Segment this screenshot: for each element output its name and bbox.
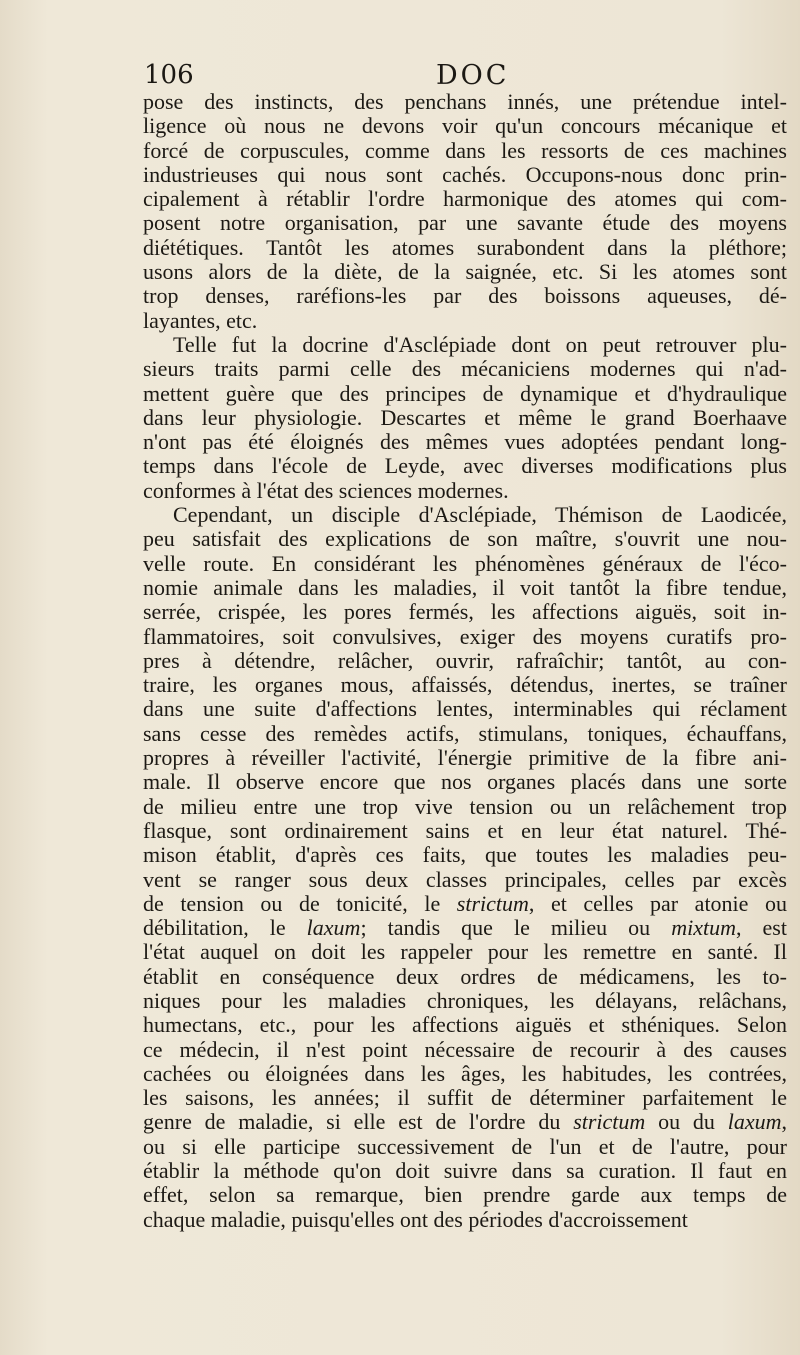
text-line: layantes, etc. xyxy=(143,308,258,333)
text-line: vent se ranger sous deux classes principales, celles par excès xyxy=(143,867,787,892)
text-line: de tension ou de tonicité, le strictum, et celles par atonie ou xyxy=(143,891,787,916)
text-line: peu satisfait des explications de son maître, s'ouvrit une nou- xyxy=(143,527,787,552)
text-line: forcé de corpuscules, comme dans les ressorts de ces machines xyxy=(143,138,787,163)
text-line: conformes à l'état des sciences modernes. xyxy=(143,478,509,503)
text-line: mison établit, d'après ces faits, que toutes les maladies peu- xyxy=(143,843,787,868)
text-line: les saisons, les années; il suffit de déterminer parfaitement le xyxy=(143,1086,787,1111)
text-line: débilitation, le laxum; tandis que le milieu ou mixtum, est xyxy=(143,916,787,941)
text-line: établit en conséquence deux ordres de médicamens, les to- xyxy=(143,964,787,989)
text-line: pres à détendre, relâcher, ouvrir, rafraîchir; tantôt, au con- xyxy=(143,648,787,673)
body-text xyxy=(143,90,787,1232)
running-head: DOC xyxy=(436,60,510,91)
text-line: industrieuses qui nous sont cachés. Occupons-nous donc prin- xyxy=(143,162,787,187)
page-number: 106 xyxy=(144,60,194,90)
text-line: dans leur physiologie. Descartes et même le grand Boerhaave xyxy=(143,405,787,430)
text-line: traire, les organes mous, affaissés, détendus, inertes, se traîner xyxy=(143,673,787,698)
text-line: mettent guère que des principes de dynamique et d'hydraulique xyxy=(143,381,787,406)
text-line: sieurs traits parmi celle des mécaniciens modernes qui n'ad- xyxy=(143,357,787,382)
text-line: temps dans l'école de Leyde, avec diverses modifications plus xyxy=(143,454,787,479)
paragraph xyxy=(143,333,787,503)
text-line: de milieu entre une trop vive tension ou un relâchement trop xyxy=(143,794,787,819)
text-line: ce médecin, il n'est point nécessaire de recourir à des causes xyxy=(143,1037,787,1062)
text-line: diététiques. Tantôt les atomes surabondent dans la pléthore; xyxy=(143,235,787,260)
text-line: Cependant, un disciple d'Asclépiade, Thémison de Laodicée, xyxy=(173,503,787,528)
paragraph xyxy=(143,90,787,333)
text-line: ou si elle participe successivement de l'un et de l'autre, pour xyxy=(143,1134,787,1159)
text-line: dans une suite d'affections lentes, interminables qui réclament xyxy=(143,697,787,722)
text-line: chaque maladie, puisqu'elles ont des périodes d'accroissement xyxy=(143,1207,688,1232)
text-line: male. Il observe encore que nos organes placés dans une sorte xyxy=(143,770,787,795)
text-line: velle route. En considérant les phénomènes généraux de l'éco- xyxy=(143,551,787,576)
text-line: usons alors de la diète, de la saignée, etc. Si les atomes sont xyxy=(143,260,787,285)
paragraph xyxy=(143,503,787,1232)
text-line: cachées ou éloignées dans les âges, les habitudes, les contrées, xyxy=(143,1061,787,1086)
text-line: cipalement à rétablir l'ordre harmonique des atomes qui com- xyxy=(143,187,787,212)
text-line: serrée, crispée, les pores fermés, les affections aiguës, soit in- xyxy=(143,600,787,625)
text-line: effet, selon sa remarque, bien prendre garde aux temps de xyxy=(143,1183,787,1208)
text-line: pose des instincts, des penchans innés, une prétendue intel- xyxy=(143,90,787,114)
text-line: flasque, sont ordinairement sains et en leur état naturel. Thé- xyxy=(143,818,787,843)
text-line: nomie animale dans les maladies, il voit tantôt la fibre tendue, xyxy=(143,575,787,600)
text-line: propres à réveiller l'activité, l'énergie primitive de la fibre ani- xyxy=(143,746,787,771)
text-line: trop denses, raréfions-les par des boissons aqueuses, dé- xyxy=(143,284,787,309)
text-line: flammatoires, soit convulsives, exiger des moyens curatifs pro- xyxy=(143,624,787,649)
text-line: ligence où nous ne devons voir qu'un concours mécanique et xyxy=(143,114,787,139)
text-line: niques pour les maladies chroniques, les délayans, relâchans, xyxy=(143,988,787,1013)
text-line: Telle fut la docrine d'Asclépiade dont on peut retrouver plu- xyxy=(173,332,787,357)
text-line: n'ont pas été éloignés des mêmes vues adoptées pendant long- xyxy=(143,430,787,455)
text-line: posent notre organisation, par une savante étude des moyens xyxy=(143,211,787,236)
text-line: genre de maladie, si elle est de l'ordre du strictum ou du laxum, xyxy=(143,1110,787,1135)
text-line: l'état auquel on doit les rappeler pour les remettre en santé. Il xyxy=(143,940,787,965)
text-line: établir la méthode qu'on doit suivre dans sa curation. Il faut en xyxy=(143,1159,787,1184)
text-line: sans cesse des remèdes actifs, stimulans, toniques, échauffans, xyxy=(143,721,787,746)
text-line: humectans, etc., pour les affections aiguës et sthéniques. Selon xyxy=(143,1013,787,1038)
